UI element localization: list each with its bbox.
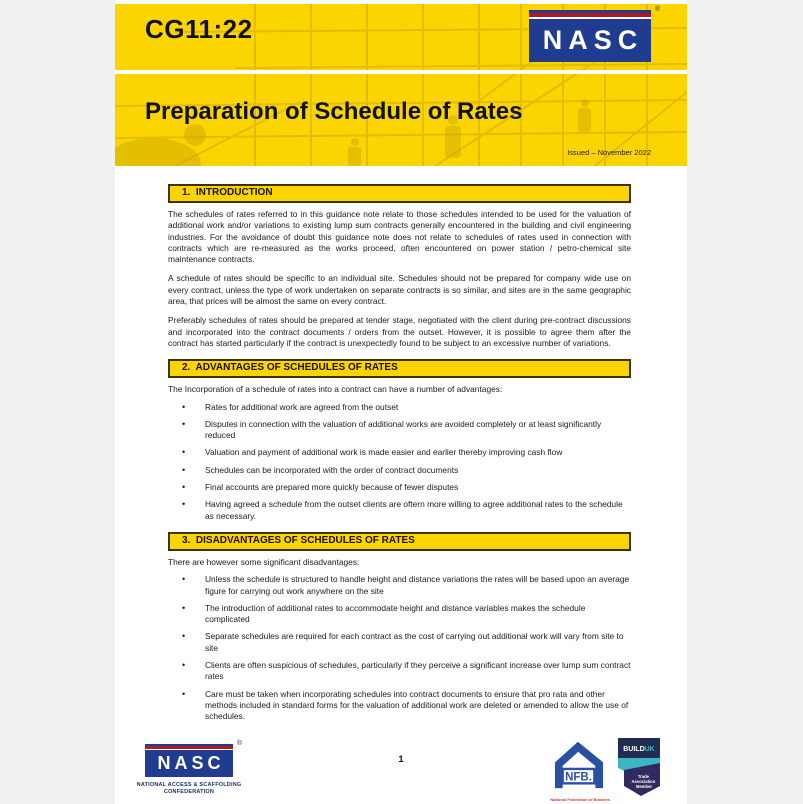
nasc-logo-text: NASC: [157, 753, 225, 773]
paragraph: The schedules of rates referred to in this guidance note relate to those schedules intended to be used for the valuation of additional work and/or variations to existing lump sum contracts generally encountered in the building and civil engineering industries. For the avoidance of doubt this guidance note does not relate to schedules of rates used in connection with contracts which are re-measured as the works proceed, often encountered on power station / petro-chemical site maintenance contracts.: [168, 209, 631, 265]
list-item: • Having agreed a schedule from the outset clients are oftern more willing to agree additional rates to the schedule as necessary.: [168, 499, 631, 522]
nfb-logo: [548, 742, 612, 803]
list-item: • Unless the schedule is structured to handle height and distance variations the rates will be based upon an average figure for carrying out work anywhere on the site: [168, 574, 631, 597]
advantages-list: [168, 402, 631, 522]
builduk-logo: [618, 738, 660, 801]
paragraph: Preferably schedules of rates should be prepared at tender stage, negotiated with the client during pre-contract discussions and incorporated into the contract documents / orders from the outset. However, it is possible to agree them after the contract has started particularly if the contract is unexpectedly found to be subject to an excessive number of variations.: [168, 315, 631, 348]
banner: [115, 4, 687, 166]
nfb-caption: National Federation of Builders: [550, 797, 610, 802]
section-intro: The Incorporation of a schedule of rates into a contract can have a number of advantages:: [168, 384, 503, 395]
list-item: • Clients are often suspicious of schedules, particularly if they perceive a significant increase over lump sum contract rates: [168, 660, 631, 683]
document-body: [168, 184, 631, 729]
nasc-logo: [529, 6, 660, 62]
builduk-badge-icon: [618, 738, 660, 796]
list-item: • Separate schedules are required for each contract as the cost of carrying out additional work will vary from site to site: [168, 631, 631, 654]
nasc-logo-text: NASC: [542, 25, 644, 55]
list-item: • Rates for additional work are agreed from the outset: [168, 402, 631, 413]
document-code: CG11:22: [145, 14, 253, 44]
paragraph: A schedule of rates should be specific to an individual site. Schedules should not be prepared for company wide use on every contract, unless the type of work undertaken on separate contracts is so similar, and sites are in the same geographic area, that prices will be almost the same on every contract.: [168, 273, 631, 307]
list-item: • Schedules can be incorporated with the order of contract documents: [168, 465, 631, 476]
section-header-introduction: 1. INTRODUCTION: [168, 184, 631, 203]
nfb-house-icon: [548, 742, 610, 792]
page-title: Preparation of Schedule of Rates: [145, 98, 523, 125]
list-item: • Disputes in connection with the valuation of additional works are avoided completely or at least significantly reduced: [168, 419, 631, 442]
section-header-disadvantages: 3. DISADVANTAGES OF SCHEDULES OF RATES: [168, 532, 631, 551]
list-item: • Valuation and payment of additional work is made easier and earlier thereby improving cash flow: [168, 447, 631, 458]
list-item: • Final accounts are prepared more quickly because of fewer disputes: [168, 482, 631, 493]
registered-trademark-icon: ®: [236, 740, 242, 747]
section-header-advantages: 2. ADVANTAGES OF SCHEDULES OF RATES: [168, 359, 631, 378]
document-page: [115, 0, 687, 804]
svg-text:BUILDUK: BUILDUK: [623, 746, 655, 753]
issued-date: Issued – November 2022: [567, 148, 651, 157]
nasc-footer-logo: [145, 740, 242, 777]
nasc-caption: NATIONAL ACCESS & SCAFFOLDING CONFEDERATION: [136, 782, 242, 795]
page-number: 1: [398, 754, 404, 765]
section-intro: There are however some significant disadvantages:: [168, 556, 360, 567]
banner-divider: [115, 70, 687, 74]
registered-trademark-icon: ®: [654, 6, 660, 13]
disadvantages-list: [168, 574, 631, 722]
svg-text:Trade Association: Trade Association Member: [631, 774, 656, 789]
svg-text:NFB.: NFB.: [565, 771, 592, 784]
list-item: • Care must be taken when incorporating schedules into contract documents to ensure that pro rata and other methods included in standard forms for the valuation of additional work are deleted or amended to allow the use of schedules.: [168, 689, 631, 723]
list-item: • The introduction of additional rates to accommodate height and distance variables makes the schedule complicated: [168, 603, 631, 626]
